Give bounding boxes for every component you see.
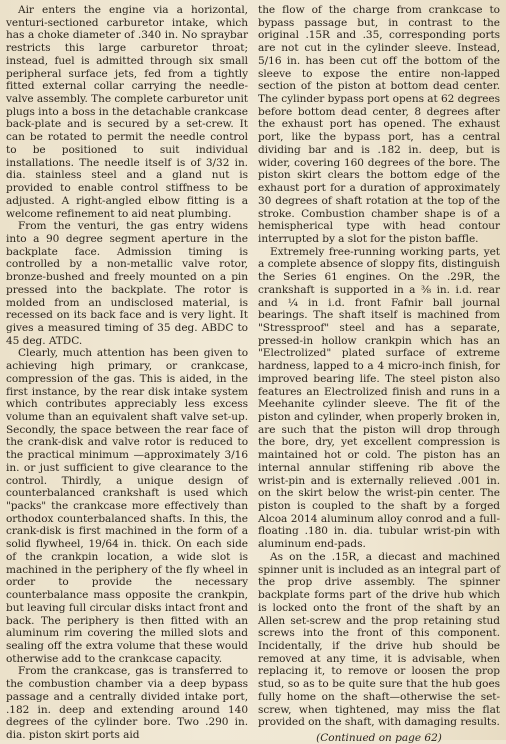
left-column: [6, 4, 248, 741]
right-column: [258, 4, 500, 744]
paragraph: the flow of the charge from crankcase to bypass passage but, in contrast to the original .15R and .35, corresponding ports are not cut in the cylinder sleeve. Instead, 5/16 in. has been cut off the bottom of the sleeve to expose the entire non-lapped section of the piston at bottom dead center. The cylinder bypass port opens at 62 degrees before bottom dead center, 8 degrees after the exhaust port has opened. The exhaust port, like the bypass port, has a central dividing bar and is .182 in. deep, but is wider, covering 160 degrees of the bore. The piston skirt clears the bottom edge of the exhaust port for a duration of approximately 30 degrees of shaft rotation at the top of the stroke. Combustion chamber shape is of a hemispherical type with head contour interrupted by a slot for the piston baffle.: [258, 4, 500, 245]
paragraph: Air enters the engine via a horizontal, venturi-sectioned carburetor intake, which has a choke diameter of .340 in. No spraybar restricts this large carburetor throat; instead, fuel is admitted through six small peripheral surface jets, fed from a tightly fitted external collar carrying the needle-valve assembly. The complete carburetor unit plugs into a boss in the detachable crankcase back-plate and is secured by a set-crew. It can be rotated to permit the needle control to be positioned to suit individual installations. The needle itself is of 3/32 in. dia. stainless steel and a gland nut is provided to enable control stiffness to be adjusted. A right-angled elbow fitting is a welcome refinement to aid neat plumbing.: [6, 4, 248, 220]
paragraph: From the crankcase, gas is transferred to the combustion chamber via a deep bypass passage and a centrally divided intake port, .182 in. deep and extending around 140 degrees of the cylinder bore. Two .290 in. dia. piston skirt ports aid: [6, 665, 248, 741]
paragraph: Extremely free-running working parts, yet a complete absence of sloppy fits, distinguish the Series 61 engines. On the .29R, the crankshaft is supported in a ⅜ in. i.d. rear and ¼ in i.d. front Fafnir ball journal bearings. The shaft itself is machined from "Stressproof" steel and has a separate, pressed-in hollow crankpin which has an "Electrolized" plated surface of extreme hardness, lapped to a 4 micro-inch finish, for improved bearing life. The steel piston also features an Electrolized finish and runs in a Meehanite cylinder sleeve. The fit of the piston and cylinder, when properly broken in, are such that the piston will drop through the bore, dry, yet excellent compression is maintained hot or cold. The piston has an internal annular stiffening rib above the wrist-pin and is externally relieved .001 in. on the skirt below the wrist-pin center. The piston is coupled to the shaft by a forged Alcoa 2014 aluminum alloy conrod and a full-floating .180 in. dia. tubular wrist-pin with aluminum end-pads.: [258, 245, 500, 551]
continued-note: (Continued on page 62): [316, 731, 442, 744]
paragraph: Clearly, much attention has been given to achieving high primary, or crankcase, compression of the gas. This is aided, in the first instance, by the rear disk intake system which contributes appreciably less excess volume than an equivalent shaft valve set-up. Secondly, the space between the rear face of the crank-disk and valve rotor is reduced to the practical minimum —approximately 3/16 in. or just sufficient to give clearance to the control. Thirdly, a unique design of counterbalanced crankshaft is used which "packs" the crankcase more effectively than orthodox counterbalanced shafts. In this, the crank-disk is first machined in the form of a solid flywheel, 19/64 in. thick. On each side of the crankpin location, a wide slot is machined in the periphery of the fly wheel in order to provide the necessary counterbalance mass opposite the crankpin, but leaving full circular disks intact front and back. The periphery is then fitted with an aluminum rim covering the milled slots and sealing off the extra volume that these would otherwise add to the crankcase capacity.: [6, 347, 248, 665]
article-columns: [6, 4, 500, 744]
paragraph: As on the .15R, a diecast and machined spinner unit is included as an integral part of the prop drive assembly. The spinner backplate forms part of the drive hub which is locked onto the front of the shaft by an Allen set-screw and the prop retaining stud screws into the front of this component. Incidentally, if the drive hub should be removed at any time, it is advisable, when replacing it, to remove or loosen the prop stud, so as to be quite sure that the hub goes fully home on the shaft—otherwise the set-screw, when tightened, may miss the flat provided on the shaft, with damaging results.: [258, 550, 500, 729]
paragraph: From the venturi, the gas entry widens into a 90 degree segment aperture in the backplate face. Admission timing is controlled by a non-metallic valve rotor, bronze-bushed and freely mounted on a pin pressed into the backplate. The rotor is molded from an undisclosed material, is recessed on its back face and is very light. It gives a measured timing of 35 deg. ABDC to 45 deg. ATDC.: [6, 220, 248, 347]
